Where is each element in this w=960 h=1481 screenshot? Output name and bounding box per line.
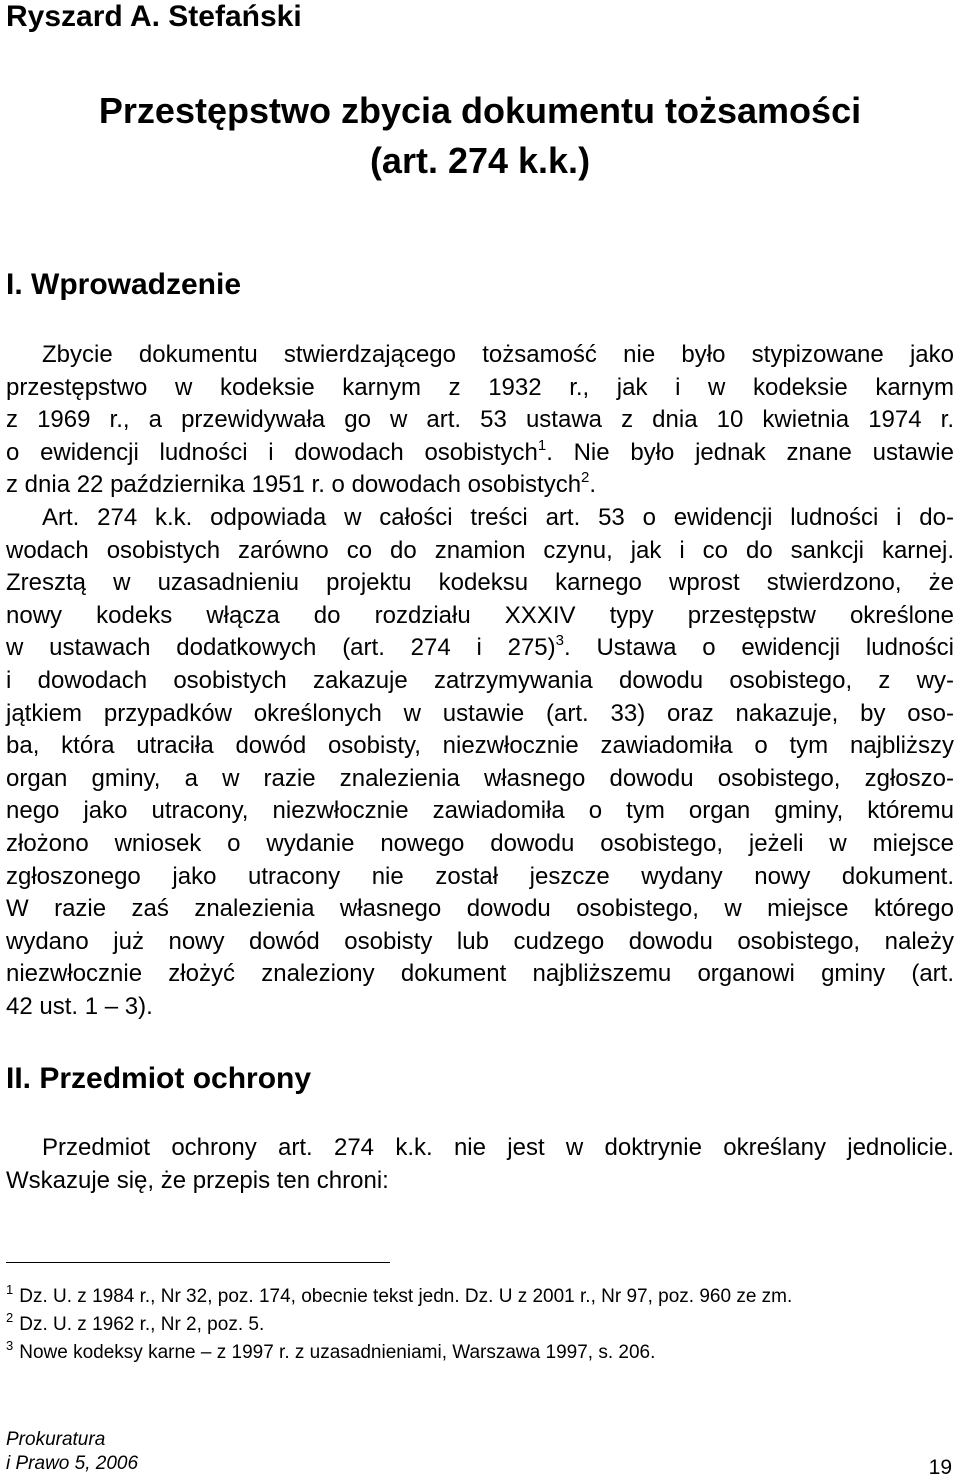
text-line: nego jako utracony, niezwłocznie zawiadomiła o tym organ gminy, któremu [6, 797, 954, 825]
text-line: 42 ust. 1 – 3). [6, 992, 153, 1020]
text-line: złożono wniosek o wydanie nowego dowodu osobistego, jeżeli w miejsce [6, 829, 954, 857]
text-fragment: . Ustawa o ewidencji ludności [564, 634, 954, 662]
text-line: zgłoszonego jako utracony nie został jeszcze wydany nowy dokument. [6, 862, 954, 890]
text-fragment: z dnia 22 października 1951 r. o dowodach osobistych [6, 471, 582, 499]
text-line: przestępstwo w kodeksie karnym z 1932 r., jak i w kodeksie karnym [6, 373, 954, 401]
text-fragment: o ewidencji ludności i dowodach osobistych [6, 438, 538, 466]
section-heading-introduction: I. Wprowadzenie [6, 268, 242, 301]
footnote-ref-3[interactable]: 3 [555, 632, 564, 650]
journal-line-1: Prokuratura [6, 1429, 106, 1450]
text-line: niezwłocznie złożyć znaleziony dokument najbliższemu organowi gminy (art. [6, 960, 954, 988]
footnote-number: 1 [6, 1282, 14, 1297]
journal-name [6, 1428, 138, 1476]
text-line: organ gminy, a w razie znalezienia własnego dowodu osobistego, zgłoszo- [6, 764, 954, 792]
text-line: Przedmiot ochrony art. 274 k.k. nie jest w doktrynie określany jednolicie. [42, 1134, 954, 1161]
title-line-2: (art. 274 k.k.) [369, 140, 591, 181]
text-line: i dowodach osobistych zakazuje zatrzymywania dowodu osobistego, z wy- [6, 666, 954, 694]
text-line: wydano już nowy dowód osobisty lub cudzego dowodu osobistego, należy [6, 927, 954, 955]
text-line: wodach osobistych zarówno co do znamion czynu, jak i co do sankcji karnej. [6, 536, 954, 564]
text-fragment: w ustawach dodatkowych (art. 274 i 275) [6, 634, 556, 662]
text-fragment: . [589, 471, 597, 499]
footnote-separator [6, 1262, 390, 1263]
text-line: nowy kodeks włącza do rozdziału XXXIV typy przestępstw określone [6, 601, 954, 629]
text-line: Zbycie dokumentu stwierdzającego tożsamość nie było stypizowane jako [42, 341, 954, 368]
text-line: Art. 274 k.k. odpowiada w całości treści art. 53 o ewidencji ludności i do- [42, 503, 954, 531]
footnote-ref-2[interactable]: 2 [581, 469, 590, 487]
journal-line-2: i Prawo 5, 2006 [6, 1453, 139, 1474]
text-line: Zresztą w uzasadnieniu projektu kodeksu karnego wprost stwierdzono, że [6, 569, 954, 597]
footnote-number: 3 [6, 1338, 14, 1353]
footnote-3 [6, 1340, 655, 1366]
section-2-paragraph [6, 1132, 954, 1197]
section-heading-subject-of-protection: II. Przedmiot ochrony [6, 1062, 312, 1095]
section-1-paragraph [6, 339, 954, 1023]
page-number: 19 [928, 1456, 952, 1479]
title-line-1: Przestępstwo zbycia dokumentu tożsamości [98, 90, 862, 131]
text-line: W razie zaś znalezienia własnego dowodu osobistego, w miejsce którego [6, 895, 954, 923]
footnote-text: Dz. U. z 1984 r., Nr 32, poz. 174, obecnie tekst jedn. Dz. U z 2001 r., Nr 97, poz. 960 ze zm. [19, 1286, 793, 1307]
author-name: Ryszard A. Stefański [6, 0, 302, 33]
text-fragment: . Nie było jednak znane ustawie [546, 438, 954, 466]
footnote-text: Nowe kodeksy karne – z 1997 r. z uzasadnieniami, Warszawa 1997, s. 206. [19, 1342, 656, 1363]
text-line [6, 437, 954, 470]
footnote-ref-1[interactable]: 1 [537, 436, 547, 454]
text-line [6, 632, 954, 665]
text-line: ba, która utraciła dowód osobisty, niezwłocznie zawiadomiła o tym najbliższy [6, 732, 954, 760]
text-line: Wskazuje się, że przepis ten chroni: [6, 1166, 389, 1194]
footnote-2 [6, 1312, 264, 1338]
footnote-text: Dz. U. z 1962 r., Nr 2, poz. 5. [19, 1314, 265, 1335]
text-line: jątkiem przypadków określonych w ustawie (art. 33) oraz nakazuje, by oso- [6, 699, 954, 727]
text-line: z 1969 r., a przewidywała go w art. 53 ustawa z dnia 10 kwietnia 1974 r. [6, 406, 954, 434]
text-line [6, 469, 954, 502]
footnote-1 [6, 1284, 792, 1310]
article-title [0, 86, 960, 186]
footnote-number: 2 [6, 1310, 14, 1325]
